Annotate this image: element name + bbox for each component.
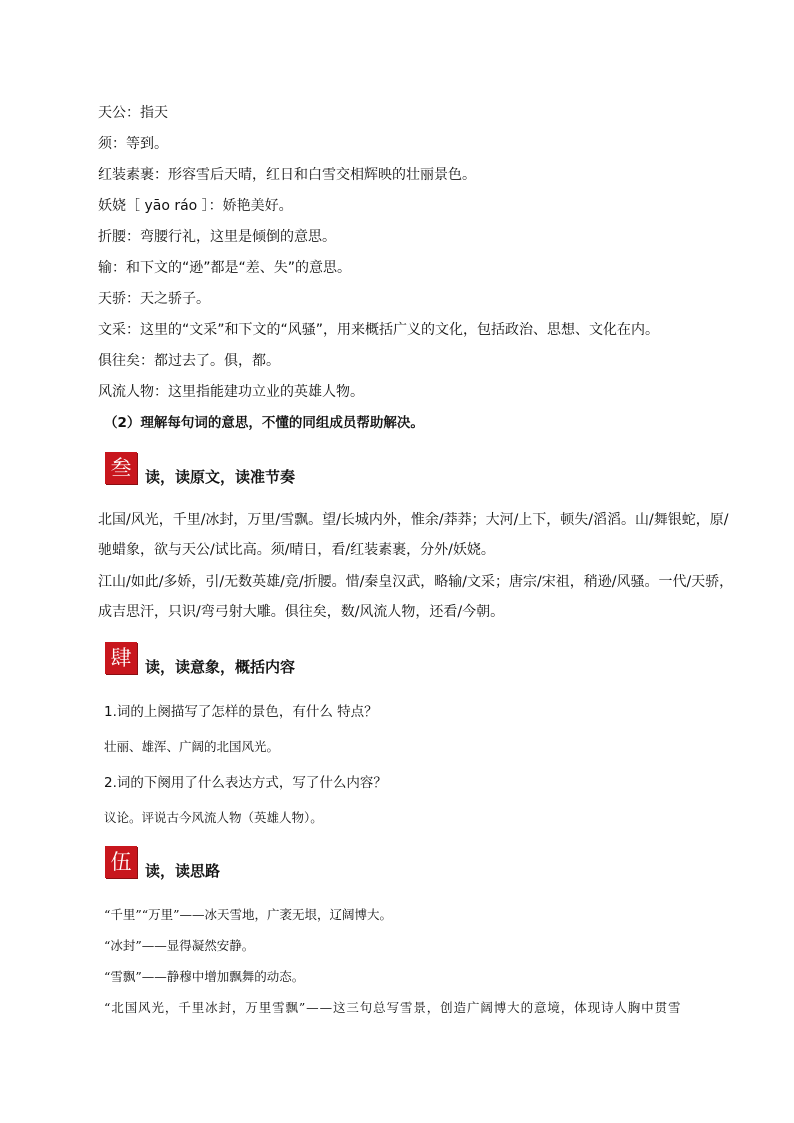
analysis-line-2: “冰封”——显得凝然安静。: [104, 938, 255, 953]
note-hongzhuang: 红装素裹：形容雪后天晴，红日和白雪交相辉映的壮丽景色。: [98, 167, 476, 183]
task-2-instruction: （2）理解每句词的意思，不懂的同组成员帮助解决。: [104, 415, 424, 431]
question-1: 1.词的上阕描写了怎样的景色，有什么 特点？: [104, 704, 378, 720]
section-3-title: 读，读原文，读准节奏: [145, 468, 296, 486]
note-shu: 输：和下文的“逊”都是“差、失”的意思。: [98, 260, 352, 276]
poem-paragraph-1: 北国/风光，千里/冰封，万里/雪飘。望/长城内外，惟余/莽莽；大河/上下，顿失/滔滔。山/舞银蛇，原/驰蜡象，欲与天公/试比高。须/晴日，看/红装素裹，分外/妖娆。: [98, 512, 729, 558]
section-4-title: 读，读意象，概括内容: [145, 658, 296, 676]
note-tiangong: 天公：指天: [98, 105, 168, 121]
question-2: 2.词的下阕用了什么表达方式，写了什么内容？: [104, 775, 387, 791]
answer-1: 壮丽、雄浑、广阔的北国风光。: [104, 739, 280, 754]
note-juwangyi: 俱往矣：都过去了。俱，都。: [98, 353, 280, 369]
note-fengliu: 风流人物：这里指能建功立业的英雄人物。: [98, 384, 364, 400]
note-zheyao: 折腰：弯腰行礼，这里是倾倒的意思。: [98, 229, 336, 245]
note-yaorao: 妖娆［ yāo ráo ］：娇艳美好。: [98, 198, 293, 214]
note-tianjiao: 天骄：天之骄子。: [98, 291, 210, 307]
note-xu: 须：等到。: [98, 136, 168, 152]
analysis-line-1: “千里”“万里”——冰天雪地，广袤无垠，辽阔博大。: [104, 907, 393, 922]
note-wencai: 文采：这里的“文采”和下文的“风骚”，用来概括广义的文化，包括政治、思想、文化在内。: [98, 322, 660, 338]
analysis-line-3: “雪飘”——静穆中增加飘舞的动态。: [104, 969, 305, 984]
answer-2: 议论。评说古今风流人物（英雄人物）。: [104, 810, 323, 825]
section-5-badge: 伍: [105, 846, 137, 878]
section-4-badge: 肆: [105, 642, 137, 674]
poem-paragraph-2: 江山/如此/多娇，引/无数英雄/竞/折腰。惜/秦皇汉武，略输/文采；唐宗/宋祖，稍逊/风骚。一代/天骄，成吉思汗，只识/弯弓射大雕。俱往矣，数/风流人物，还看/今朝。: [98, 574, 734, 620]
section-5-title: 读，读思路: [145, 862, 221, 880]
section-3-badge: 叁: [105, 452, 137, 484]
analysis-line-4: “北国风光，千里冰封，万里雪飘”——这三句总写雪景，创造广阔博大的意境，体现诗人胸中贯雪: [104, 1000, 682, 1015]
